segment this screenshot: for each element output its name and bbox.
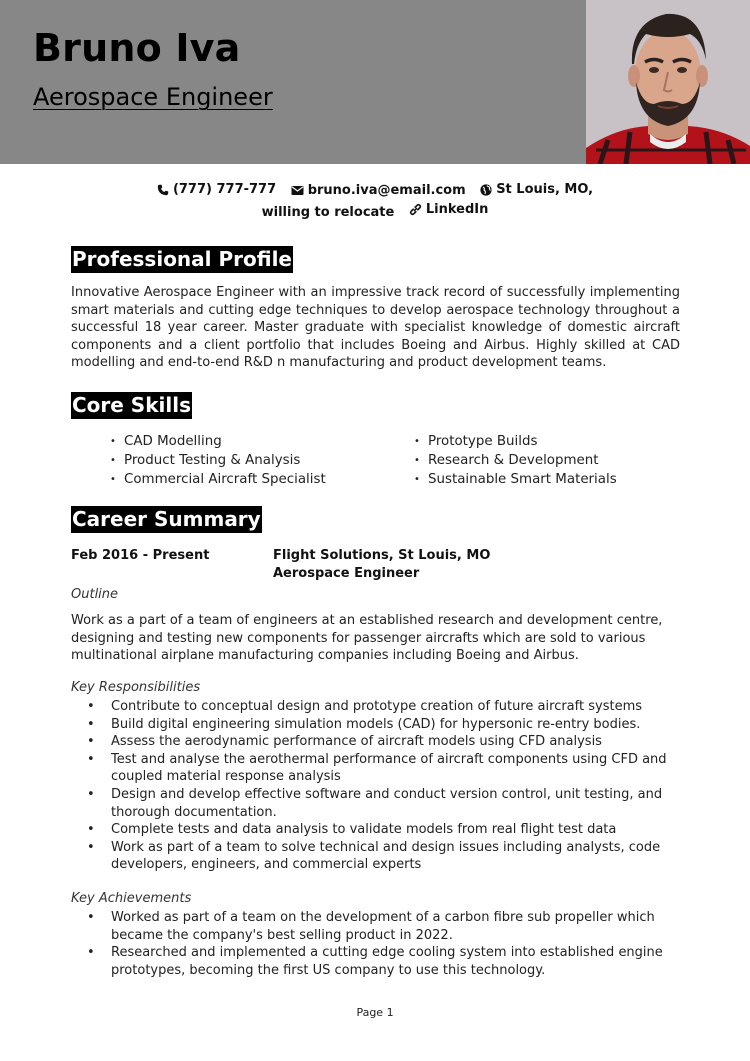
contact-line-2 <box>0 202 750 220</box>
outline-label: Outline <box>71 587 119 602</box>
list-item: • Test and analyse the aerothermal performance of aircraft components using CFD and coupled material response analysis <box>87 751 667 786</box>
list-item: • Build digital engineering simulation models (CAD) for hypersonic re-entry bodies. <box>87 716 667 734</box>
list-item: • Researched and implemented a cutting edge cooling system into established engine prototypes, becoming the first US company to use this technology. <box>87 944 667 979</box>
relocate-text: willing to relocate <box>261 205 395 220</box>
career-heading: Career Summary <box>72 507 261 531</box>
profile-text: Innovative Aerospace Engineer with an impressive track record of successfully implementing smart materials and cutting edge techniques to develop aerospace technology throughout a successful 18 year career. Master graduate with specialist knowledge of domestic aircraft components and a client portfolio that includes Boeing and Airbus. Highly skilled at CAD modelling and end-to-end R&D n manufacturing and product development teams. <box>71 285 680 371</box>
location-text: St Louis, MO, <box>496 182 594 197</box>
phone-icon <box>157 184 169 196</box>
list-item: • Work as part of a team to solve technical and design issues including analysts, code developers, engineers, and commercial experts <box>87 839 667 874</box>
envelope-icon <box>291 185 304 196</box>
email-text: bruno.iva@email.com <box>307 182 466 198</box>
skill-item: • CAD Modelling <box>110 432 326 451</box>
candidate-name: Bruno Iva <box>33 26 241 70</box>
skills-list-right <box>414 432 617 489</box>
job-dates: Feb 2016 - Present <box>71 548 210 563</box>
achievements-label: Key Achievements <box>71 891 192 906</box>
contact-linkedin[interactable] <box>409 202 489 217</box>
skill-item: • Prototype Builds <box>414 432 617 451</box>
linkedin-text: LinkedIn <box>425 202 489 217</box>
responsibilities-label: Key Responsibilities <box>71 680 201 695</box>
profile-heading: Professional Profile <box>72 247 292 271</box>
contact-phone[interactable] <box>157 182 276 197</box>
list-item: • Contribute to conceptual design and prototype creation of future aircraft systems <box>87 698 667 716</box>
skill-item: • Product Testing & Analysis <box>110 451 326 470</box>
list-item: • Complete tests and data analysis to validate models from real flight test data <box>87 821 667 839</box>
skill-item: • Sustainable Smart Materials <box>414 470 617 489</box>
outline-text: Work as a part of a team of engineers at an established research and development centre, designing and testing new components for passenger aircrafts which are sold to various multinational airplane manufacturing companies including Boeing and Airbus. <box>71 613 663 664</box>
candidate-title: Aerospace Engineer <box>33 83 273 111</box>
responsibilities-list <box>87 698 667 874</box>
skills-list-left <box>110 432 326 489</box>
achievements-list <box>87 909 667 979</box>
skills-heading: Core Skills <box>72 393 191 417</box>
globe-icon <box>480 184 492 196</box>
list-item: • Assess the aerodynamic performance of aircraft models using CFD analysis <box>87 733 667 751</box>
contact-email[interactable] <box>291 183 466 198</box>
page-number: Page 1 <box>356 1006 394 1019</box>
profile-photo <box>586 0 750 164</box>
skill-item: • Commercial Aircraft Specialist <box>110 470 326 489</box>
job-role: Aerospace Engineer <box>273 566 420 581</box>
skill-item: • Research & Development <box>414 451 617 470</box>
list-item: • Design and develop effective software and conduct version control, unit testing, and thorough documentation. <box>87 786 667 821</box>
phone-text: (777) 777-777 <box>172 182 277 197</box>
job-company: Flight Solutions, St Louis, MO <box>273 548 491 563</box>
list-item: • Worked as part of a team on the development of a carbon fibre sub propeller which became the company's best selling product in 2022. <box>87 909 667 944</box>
link-icon <box>409 203 422 216</box>
contact-location <box>480 182 593 197</box>
contact-line-1 <box>0 182 750 200</box>
